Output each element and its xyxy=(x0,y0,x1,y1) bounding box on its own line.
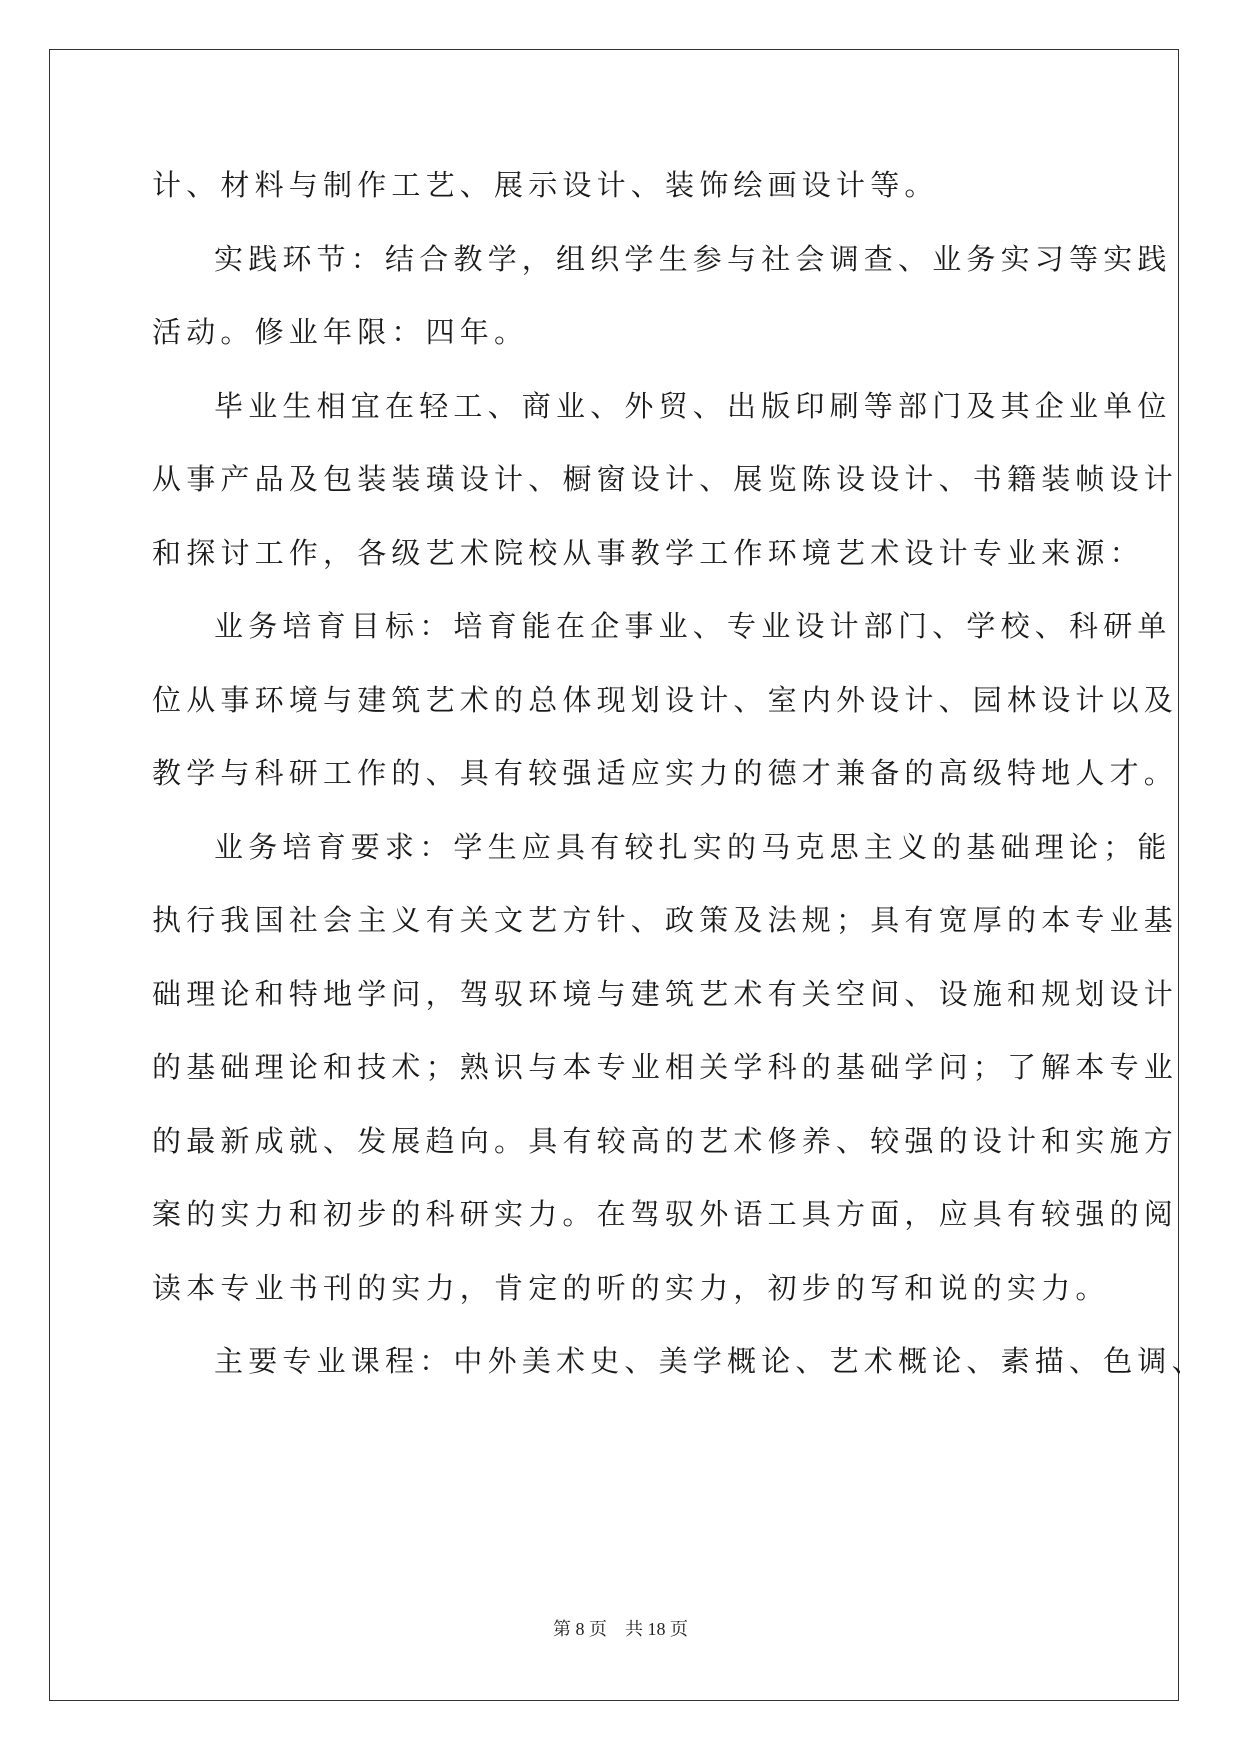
text-line: 教学与科研工作的、具有较强适应实力的德才兼备的高级特地人才。 xyxy=(152,756,1179,790)
text-line: 实践环节：结合教学，组织学生参与社会调查、业务实习等实践 xyxy=(214,241,1172,276)
page-border xyxy=(49,49,1179,1701)
text-line: 从事产品及包装装璜设计、橱窗设计、展览陈设设计、书籍装帧设计 xyxy=(152,462,1179,496)
text-line: 的最新成就、发展趋向。具有较高的艺术修养、较强的设计和实施方 xyxy=(152,1123,1179,1158)
text-line: 业务培育要求：学生应具有较扎实的马克思主义的基础理论；能 xyxy=(214,829,1172,864)
text-line: 础理论和特地学问，驾驭环境与建筑艺术有关空间、设施和规划设计 xyxy=(152,976,1179,1011)
text-line: 读本专业书刊的实力，肯定的听的实力，初步的写和说的实力。 xyxy=(152,1270,1110,1305)
text-line: 案的实力和初步的科研实力。在驾驭外语工具方面，应具有较强的阅 xyxy=(152,1197,1179,1231)
text-line: 执行我国社会主义有关文艺方针、政策及法规；具有宽厚的本专业基 xyxy=(152,903,1179,937)
text-line: 活动。修业年限：四年。 xyxy=(152,315,529,349)
page-number-footer: 第 8 页 共 18 页 xyxy=(553,1619,688,1639)
text-line: 位从事环境与建筑艺术的总体现划设计、室内外设计、园林设计以及 xyxy=(152,682,1179,717)
text-line: 计、材料与制作工艺、展示设计、装饰绘画设计等。 xyxy=(152,168,939,202)
text-line: 毕业生相宜在轻工、商业、外贸、出版印刷等部门及其企业单位 xyxy=(214,388,1172,423)
text-line: 业务培育目标：培育能在企事业、专业设计部门、学校、科研单 xyxy=(214,609,1172,643)
text-line: 主要专业课程：中外美术史、美学概论、艺术概论、素描、色调、 xyxy=(214,1344,1206,1378)
text-line: 的基础理论和技术；熟识与本专业相关学科的基础学问；了解本专业 xyxy=(152,1050,1179,1084)
text-line: 和探讨工作，各级艺术院校从事教学工作环境艺术设计专业来源： xyxy=(152,535,1144,570)
